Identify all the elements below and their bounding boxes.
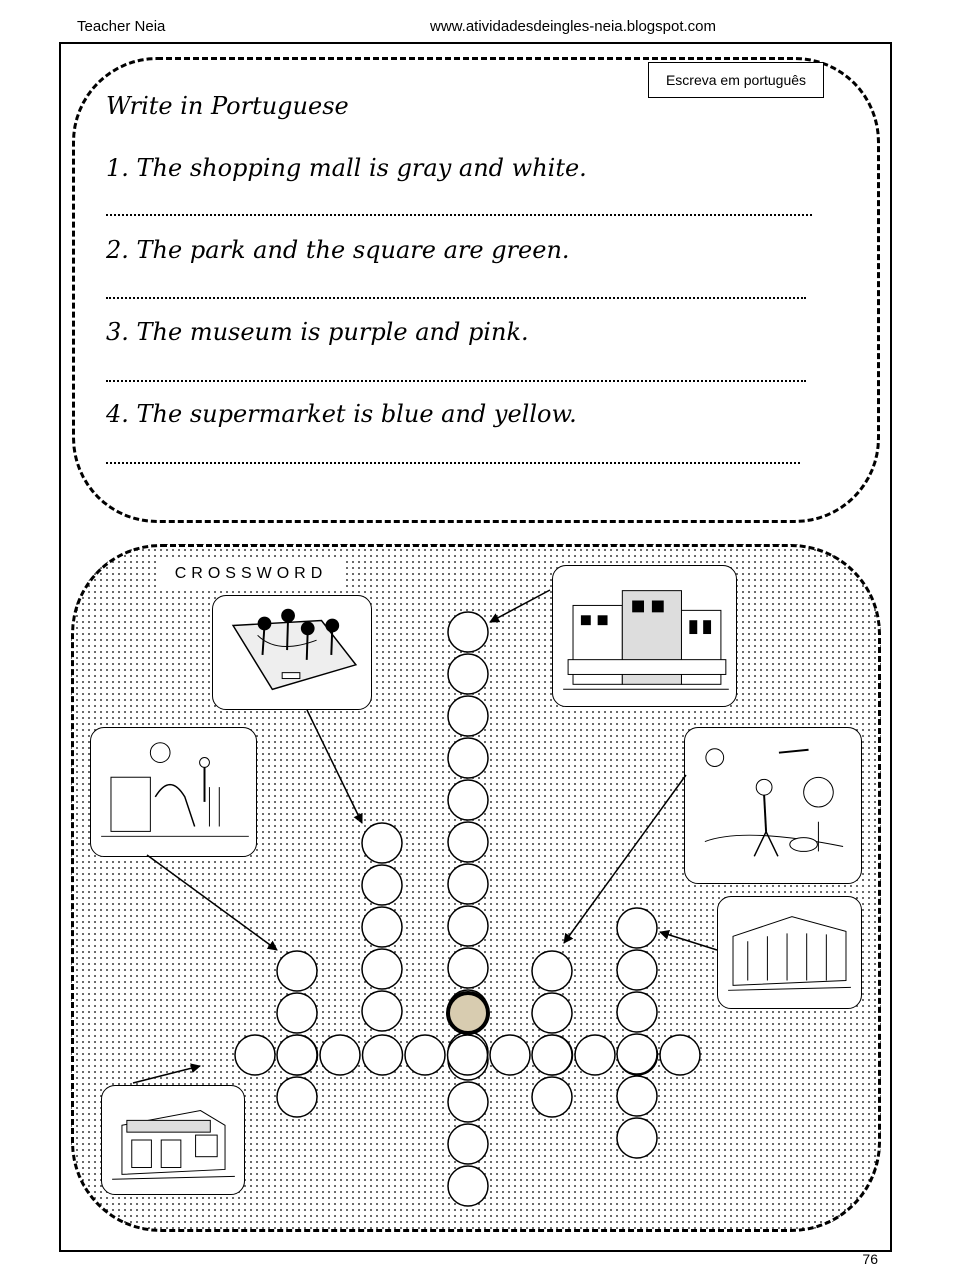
sentence-2: 2. The park and the square are green.: [106, 236, 570, 264]
crossword-cell[interactable]: [448, 654, 488, 694]
crossword-label: CROSSWORD: [160, 558, 342, 590]
crossword-cell[interactable]: [277, 993, 317, 1033]
crossword-cell[interactable]: [362, 865, 402, 905]
crossword-cell[interactable]: [617, 950, 657, 990]
arrow-supermarket: [133, 1066, 200, 1083]
crossword-cell[interactable]: [617, 1034, 657, 1074]
arrow-museum: [660, 932, 717, 950]
crossword-cell[interactable]: [660, 1035, 700, 1075]
crossword-cell[interactable]: [235, 1035, 275, 1075]
crossword-cell[interactable]: [277, 1035, 317, 1075]
crossword-cell-center[interactable]: [448, 993, 488, 1033]
crossword-cell[interactable]: [532, 993, 572, 1033]
crossword-cell[interactable]: [448, 1082, 488, 1122]
crossword-cell[interactable]: [575, 1035, 615, 1075]
crossword-cell[interactable]: [448, 906, 488, 946]
crossword-cell[interactable]: [617, 992, 657, 1032]
crossword-cell[interactable]: [362, 949, 402, 989]
crossword-cell[interactable]: [448, 822, 488, 862]
crossword-cell[interactable]: [320, 1035, 360, 1075]
arrow-shopping-mall: [490, 590, 550, 622]
arrow-park-square: [307, 710, 362, 823]
crossword-cell[interactable]: [532, 1035, 572, 1075]
crossword-cell[interactable]: [448, 612, 488, 652]
page-number: 76: [862, 1251, 878, 1267]
crossword-cell[interactable]: [448, 1124, 488, 1164]
crossword-cell[interactable]: [617, 1076, 657, 1116]
crossword-cell[interactable]: [362, 991, 402, 1031]
crossword-cell[interactable]: [363, 1035, 403, 1075]
crossword-cell[interactable]: [277, 1077, 317, 1117]
sentence-1: 1. The shopping mall is gray and white.: [106, 154, 587, 182]
crossword-cell[interactable]: [617, 1118, 657, 1158]
sentence-3: 3. The museum is purple and pink.: [106, 318, 529, 346]
crossword-cell[interactable]: [448, 1035, 488, 1075]
crossword-cell[interactable]: [532, 951, 572, 991]
arrow-pool: [147, 855, 277, 950]
crossword-cell[interactable]: [405, 1035, 445, 1075]
crossword-cell[interactable]: [448, 780, 488, 820]
crossword-cell[interactable]: [490, 1035, 530, 1075]
crossword-cell[interactable]: [448, 696, 488, 736]
author-label: Teacher Neia: [77, 18, 166, 35]
sentence-4: 4. The supermarket is blue and yellow.: [106, 400, 577, 428]
crossword-cell[interactable]: [362, 907, 402, 947]
crossword-cell[interactable]: [362, 823, 402, 863]
crossword-cell[interactable]: [448, 864, 488, 904]
crossword-cell[interactable]: [448, 948, 488, 988]
crossword-cell[interactable]: [448, 738, 488, 778]
exercise-title: Write in Portuguese: [106, 92, 349, 120]
crossword-cell[interactable]: [532, 1077, 572, 1117]
crossword-cell[interactable]: [448, 1166, 488, 1206]
crossword-cell[interactable]: [617, 908, 657, 948]
instruction-box: Escreva em português: [648, 62, 824, 98]
crossword-cells: [235, 612, 700, 1206]
crossword-cell[interactable]: [277, 951, 317, 991]
website-url: www.atividadesdeingles-neia.blogspot.com: [430, 18, 716, 35]
